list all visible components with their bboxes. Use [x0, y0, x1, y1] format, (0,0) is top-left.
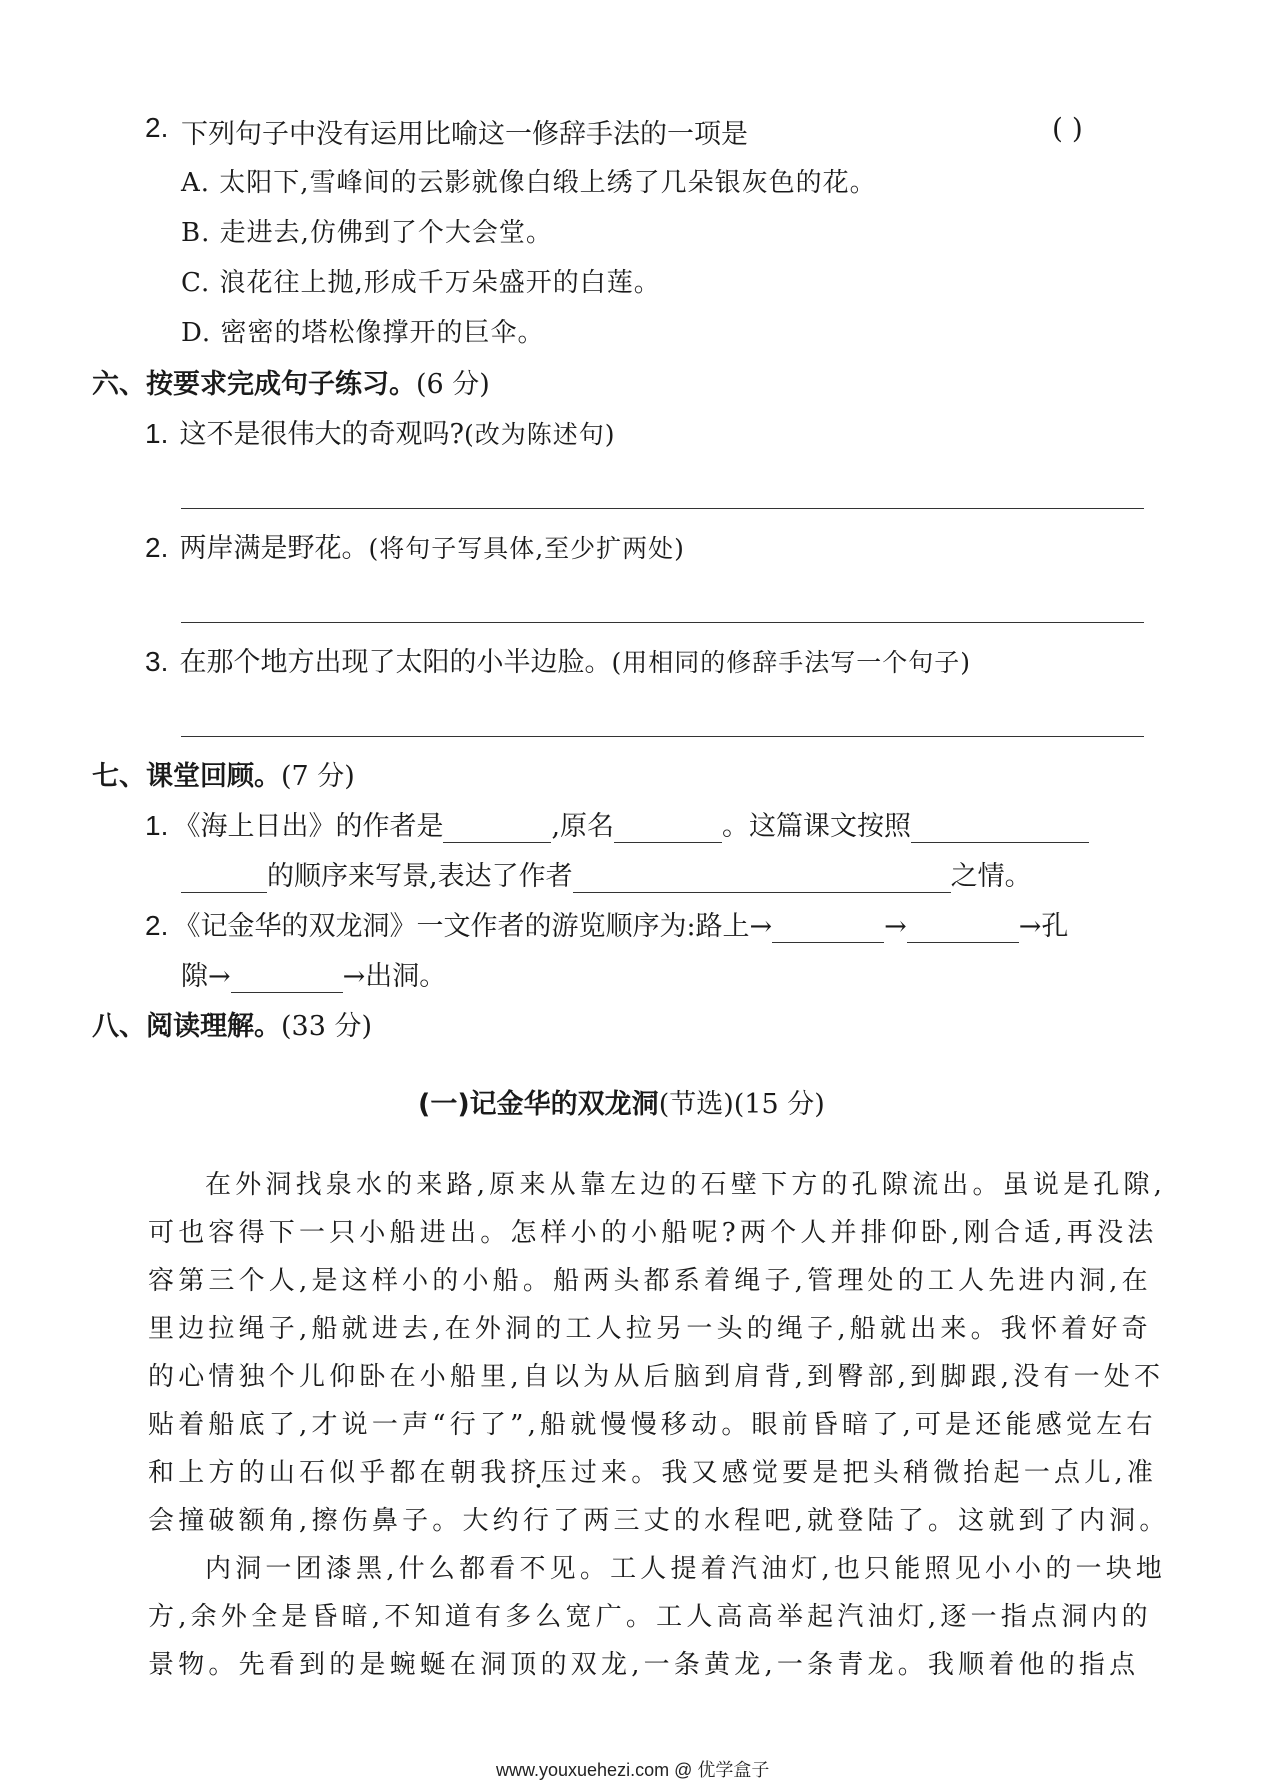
section6-item3-answer-line[interactable]	[181, 736, 1144, 737]
section8-heading-text: 八、阅读理解。	[92, 1011, 281, 1042]
writing-order-blank-1[interactable]	[911, 814, 1089, 843]
section7-item1-part-e: 之情。	[950, 861, 1032, 892]
q2-option-a: A. 太阳下,雪峰间的云影就像白缎上绣了几朵银灰色的花。	[181, 168, 877, 198]
section7-item2-part-b: →	[884, 911, 907, 942]
footer-watermark: www.youxuehezi.com @ 优学盒子	[496, 1760, 770, 1780]
writing-order-blank-2[interactable]	[181, 864, 267, 893]
section7-item2-line2	[181, 954, 446, 993]
passage-line: 内洞一团漆黑,什么都看不见。工人提着汽油灯,也只能照见小小的一块地	[205, 1554, 1167, 1584]
section7-item2-part-d: 隙→	[181, 961, 231, 992]
section8-points: (33 分)	[281, 1011, 373, 1042]
section6-item3-text: 在那个地方出现了太阳的小半边脸。	[179, 647, 612, 678]
section7-item2-line1	[145, 904, 1068, 943]
section7-points: (7 分)	[281, 761, 355, 792]
section7-heading	[92, 754, 355, 793]
passage-line: 的心情独个儿仰卧在小船里,自以为从后脑到肩背,到臀部,到脚跟,没有一处不	[148, 1362, 1165, 1392]
passage-line: 贴着船底了,才说一声“行了”,船就慢慢移动。眼前昏暗了,可是还能感觉左右	[148, 1410, 1157, 1440]
author-feeling-blank[interactable]	[573, 864, 951, 893]
section6-heading-text: 六、按要求完成句子练习。	[92, 369, 416, 400]
passage-title-note: (节选)(15 分)	[658, 1089, 825, 1120]
q2-answer-bracket[interactable]: ( )	[1052, 112, 1083, 145]
section7-item1-part-d: 的顺序来写景,表达了作者	[267, 861, 573, 892]
passage-line: 可也容得下一只小船进出。怎样小的小船呢?两个人并排仰卧,刚合适,再没法	[148, 1218, 1158, 1248]
section7-heading-text: 七、课堂回顾。	[92, 761, 281, 792]
section6-item1-hint: (改为陈述句)	[463, 420, 616, 449]
original-name-blank[interactable]	[614, 814, 722, 843]
section6-heading	[92, 362, 490, 401]
q2-number: 2.	[145, 112, 169, 143]
q2-stem: 下列句子中没有运用比喻这一修辞手法的一项是	[181, 119, 748, 150]
section7-item1-part-a: 《海上日出》的作者是	[173, 811, 444, 842]
section6-item2-number: 2.	[145, 532, 169, 563]
section6-item1	[145, 412, 615, 451]
passage-line-part: 过来。我又感觉要是把头稍微抬起一点儿,准	[570, 1458, 1158, 1488]
section7-item1-line1	[145, 804, 1089, 843]
q2-option-b: B. 走进去,仿佛到了个大会堂。	[181, 218, 553, 248]
passage-title	[418, 1082, 825, 1121]
route-blank-1[interactable]	[772, 914, 884, 943]
author-blank[interactable]	[443, 814, 551, 843]
section6-item3	[145, 640, 971, 679]
passage-line: 在外洞找泉水的来路,原来从靠左边的石壁下方的孔隙流出。虽说是孔隙,	[205, 1170, 1167, 1200]
passage-line-with-emphasis	[148, 1452, 1157, 1489]
passage-line: 里边拉绳子,船就进去,在外洞的工人拉另一头的绳子,船就出来。我怀着好奇	[148, 1314, 1152, 1344]
section6-item2	[145, 526, 685, 565]
section6-item3-hint: (用相同的修辞手法写一个句子)	[611, 648, 971, 677]
passage-line: 景物。先看到的是蜿蜒在洞顶的双龙,一条黄龙,一条青龙。我顺着他的指点	[148, 1650, 1140, 1680]
passage-line: 会撞破额角,擦伤鼻子。大约行了两三丈的水程吧,就登陆了。这就到了内洞。	[148, 1506, 1170, 1536]
passage-line: 容第三个人,是这样小的小船。船两头都系着绳子,管理处的工人先进内洞,在	[148, 1266, 1152, 1296]
passage-title-text: (一)记金华的双龙洞	[418, 1089, 659, 1120]
section6-item3-number: 3.	[145, 646, 169, 677]
emphasized-word: 挤压	[510, 1458, 571, 1488]
section6-item2-answer-line[interactable]	[181, 622, 1144, 623]
passage-line-part: 和上方的山石似乎都在朝我	[148, 1458, 511, 1488]
q2-option-c: C. 浪花往上抛,形成千万朵盛开的白莲。	[181, 268, 661, 298]
route-blank-3[interactable]	[231, 964, 343, 993]
section7-item2-part-a: 《记金华的双龙洞》一文作者的游览顺序为:路上→	[173, 911, 773, 942]
section6-item1-text: 这不是很伟大的奇观吗?	[179, 419, 464, 450]
section7-item2-part-e: →出洞。	[342, 961, 447, 992]
q2-option-d: D. 密密的塔松像撑开的巨伞。	[181, 318, 545, 348]
section8-heading	[92, 1004, 372, 1043]
section6-item2-hint: (将句子写具体,至少扩两处)	[368, 534, 685, 563]
section7-item1-part-b: ,原名	[551, 811, 615, 842]
section7-item1-part-c: 。这篇课文按照	[722, 811, 912, 842]
section6-points: (6 分)	[416, 369, 490, 400]
section7-item1-line2	[181, 854, 1032, 893]
section7-item2-part-c: →孔	[1018, 911, 1069, 942]
section6-item2-text: 两岸满是野花。	[179, 533, 369, 564]
section7-item1-number: 1.	[145, 810, 169, 841]
passage-line: 方,余外全是昏暗,不知道有多么宽广。工人高高举起汽油灯,逐一指点洞内的	[148, 1602, 1152, 1632]
route-blank-2[interactable]	[907, 914, 1019, 943]
section7-item2-number: 2.	[145, 910, 169, 941]
section6-item1-answer-line[interactable]	[181, 508, 1144, 509]
section6-item1-number: 1.	[145, 418, 169, 449]
